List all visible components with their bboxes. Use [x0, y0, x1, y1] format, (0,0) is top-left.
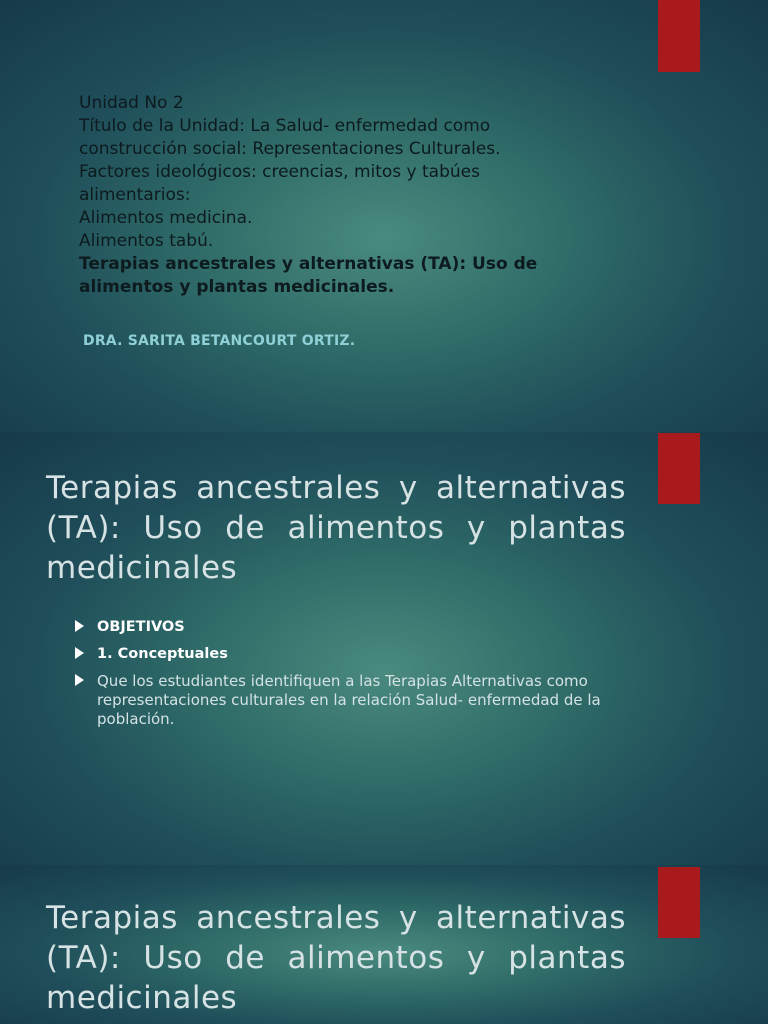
bullet-arrow-icon	[75, 647, 84, 659]
topic-food-medicine: Alimentos medicina.	[79, 208, 253, 228]
unit-number: Unidad No 2	[79, 93, 184, 113]
unit-description	[79, 92, 549, 299]
topic-ideological-factors: Factores ideológicos: creencias, mitos y tabúes alimentarios:	[79, 162, 480, 205]
topic-ancestral-therapies-text: Terapias ancestrales y alternativas (TA): Uso de alimentos y plantas medicinales.	[79, 254, 538, 297]
red-tab-decoration	[658, 867, 700, 938]
slide-1	[0, 0, 768, 432]
topic-food-taboo: Alimentos tabú.	[79, 231, 214, 251]
unit-title: Título de la Unidad: La Salud- enfermedad como construcción social: Representaciones Culturales.	[79, 116, 501, 159]
author-name: DRA. SARITA BETANCOURT ORTIZ.	[83, 333, 356, 349]
red-tab-decoration	[658, 0, 700, 72]
list-item: OBJETIVOS	[75, 618, 635, 637]
bullet-arrow-icon	[75, 620, 84, 632]
bullet-arrow-icon	[75, 674, 84, 686]
red-tab-decoration	[658, 433, 700, 504]
list-item: Que los estudiantes identifiquen a las Terapias Alternativas como representaciones culturales en la relación Salud- enfermedad de la población.	[75, 672, 635, 729]
slide-2	[0, 432, 768, 865]
slide-3	[0, 865, 768, 1024]
slide-title: Terapias ancestrales y alternativas (TA): Uso de alimentos y plantas medicinales	[46, 900, 626, 1016]
objectives-list	[75, 618, 635, 737]
list-item: 1. Conceptuales	[75, 645, 635, 664]
slide-title: Terapias ancestrales y alternativas (TA): Uso de alimentos y plantas medicinales	[46, 470, 626, 586]
topic-ancestral-therapies	[79, 253, 549, 299]
